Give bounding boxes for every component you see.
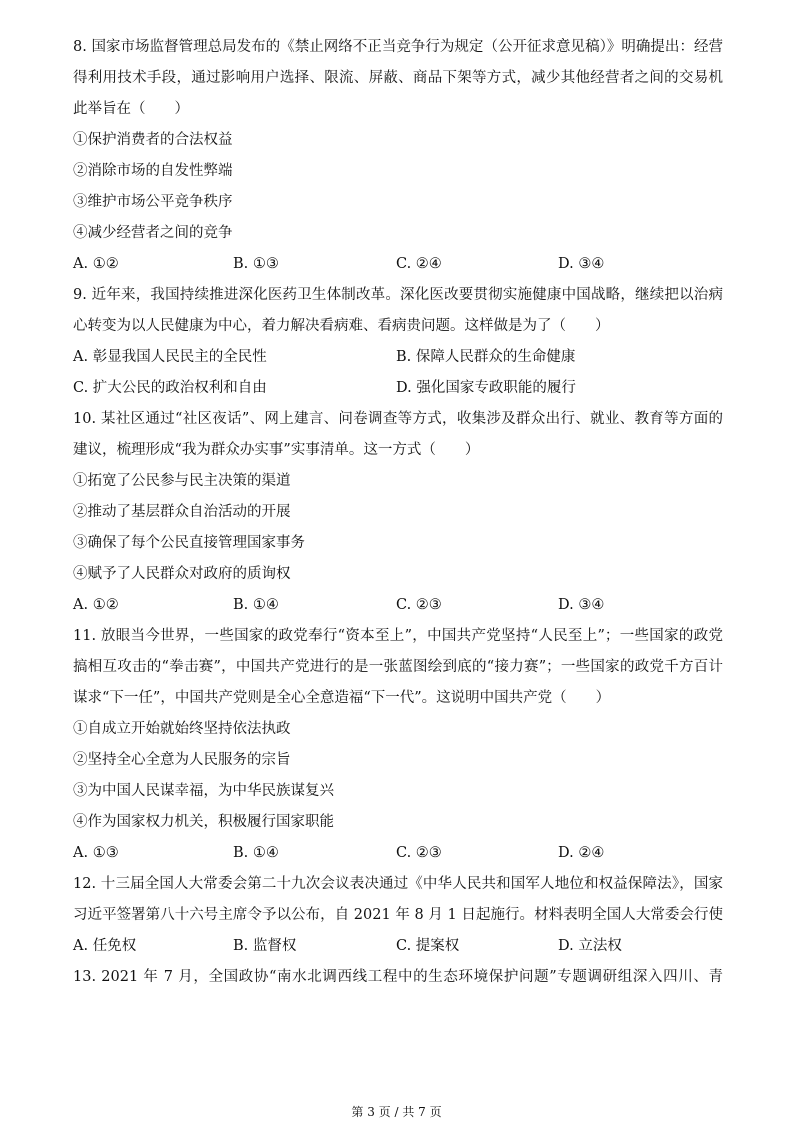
q10-stem-line-1: 10. 某社区通过“社区夜话”、网上建言、问卷调查等方式，收集涉及群众出行、就业、教育等方面的 [73,411,723,427]
q10-item-4: ④赋予了人民群众对政府的质询权 [73,566,291,582]
q11-stem-line-3: 谋求“下一任”，中国共产党则是全心全意造福“下一代”。这说明中国共产党（ ） [73,690,611,706]
q10-option-d: D. ③④ [558,597,605,613]
q12-option-d: D. 立法权 [558,938,622,954]
q8-option-d: D. ③④ [558,256,605,272]
q10-option-a: A. ①② [73,597,119,613]
q12-stem-line-1: 12. 十三届全国人大常委会第二十九次会议表决通过《中华人民共和国军人地位和权益保障法》，国家 [73,876,723,892]
q10-item-1: ①拓宽了公民参与民主决策的渠道 [73,473,291,489]
q8-item-4: ④减少经营者之间的竞争 [73,225,233,241]
q8-stem-line-1: 8. 国家市场监督管理总局发布的《禁止网络不正当竞争行为规定（公开征求意见稿）》明确提出：经营 [73,39,723,55]
q11-stem-line-1: 11. 放眼当今世界，一些国家的政党奉行“资本至上”，中国共产党坚持“人民至上”；一些国家的政党 [73,628,723,644]
q9-stem-line-2: 心转变为以人民健康为中心，着力解决看病难、看病贵问题。这样做是为了（ ） [73,318,610,334]
q11-option-c: C. ②③ [396,845,442,861]
q10-item-2: ②推动了基层群众自治活动的开展 [73,504,291,520]
q8-option-b: B. ①③ [233,256,279,272]
q11-item-2: ②坚持全心全意为人民服务的宗旨 [73,752,291,768]
q11-option-a: A. ①③ [73,845,119,861]
q8-item-2: ②消除市场的自发性弊端 [73,163,233,179]
q9-option-c: C. 扩大公民的政治权利和自由 [73,380,267,396]
q11-option-b: B. ①④ [233,845,279,861]
page-footer: 第 3 页 / 共 7 页 [351,1105,442,1119]
q12-stem-line-2: 习近平签署第八十六号主席令予以公布，自 2021 年 8 月 1 日起施行。材料表明全国人大常委会行使 [73,907,723,923]
q8-option-c: C. ②④ [396,256,442,272]
q10-stem-line-2: 建议，梳理形成“我为群众办实事”实事清单。这一方式（ ） [73,442,480,458]
q9-stem-line-1: 9. 近年来，我国持续推进深化医药卫生体制改革。深化医改要贯彻实施健康中国战略，继续把以治病 [73,287,723,303]
q11-item-4: ④作为国家权力机关，积极履行国家职能 [73,814,334,830]
q11-item-3: ③为中国人民谋幸福，为中华民族谋复兴 [73,783,334,799]
q12-option-b: B. 监督权 [233,938,297,954]
q8-stem-line-2: 得利用技术手段，通过影响用户选择、限流、屏蔽、商品下架等方式，减少其他经营者之间的交易机 [73,70,723,86]
q8-item-3: ③维护市场公平竞争秩序 [73,194,233,210]
q11-option-d: D. ②④ [558,845,605,861]
q9-option-d: D. 强化国家专政职能的履行 [396,380,576,396]
q8-item-1: ①保护消费者的合法权益 [73,132,233,148]
q9-option-a: A. 彰显我国人民民主的全民性 [73,349,267,365]
q10-option-c: C. ②③ [396,597,442,613]
q10-option-b: B. ①④ [233,597,279,613]
q11-stem-line-2: 搞相互攻击的“拳击赛”，中国共产党进行的是一张蓝图绘到底的“接力赛”；一些国家的政党千方百计 [73,659,723,675]
q8-stem-line-3: 此举旨在（ ） [73,101,189,117]
q11-item-1: ①自成立开始就始终坚持依法执政 [73,721,291,737]
q9-option-b: B. 保障人民群众的生命健康 [396,349,576,365]
q12-option-a: A. 任免权 [73,938,137,954]
q8-option-a: A. ①② [73,256,119,272]
q13-stem-line-1: 13. 2021 年 7 月，全国政协“南水北调西线工程中的生态环境保护问题”专题调研组深入四川、青 [73,969,723,985]
q12-option-c: C. 提案权 [396,938,460,954]
q10-item-3: ③确保了每个公民直接管理国家事务 [73,535,305,551]
